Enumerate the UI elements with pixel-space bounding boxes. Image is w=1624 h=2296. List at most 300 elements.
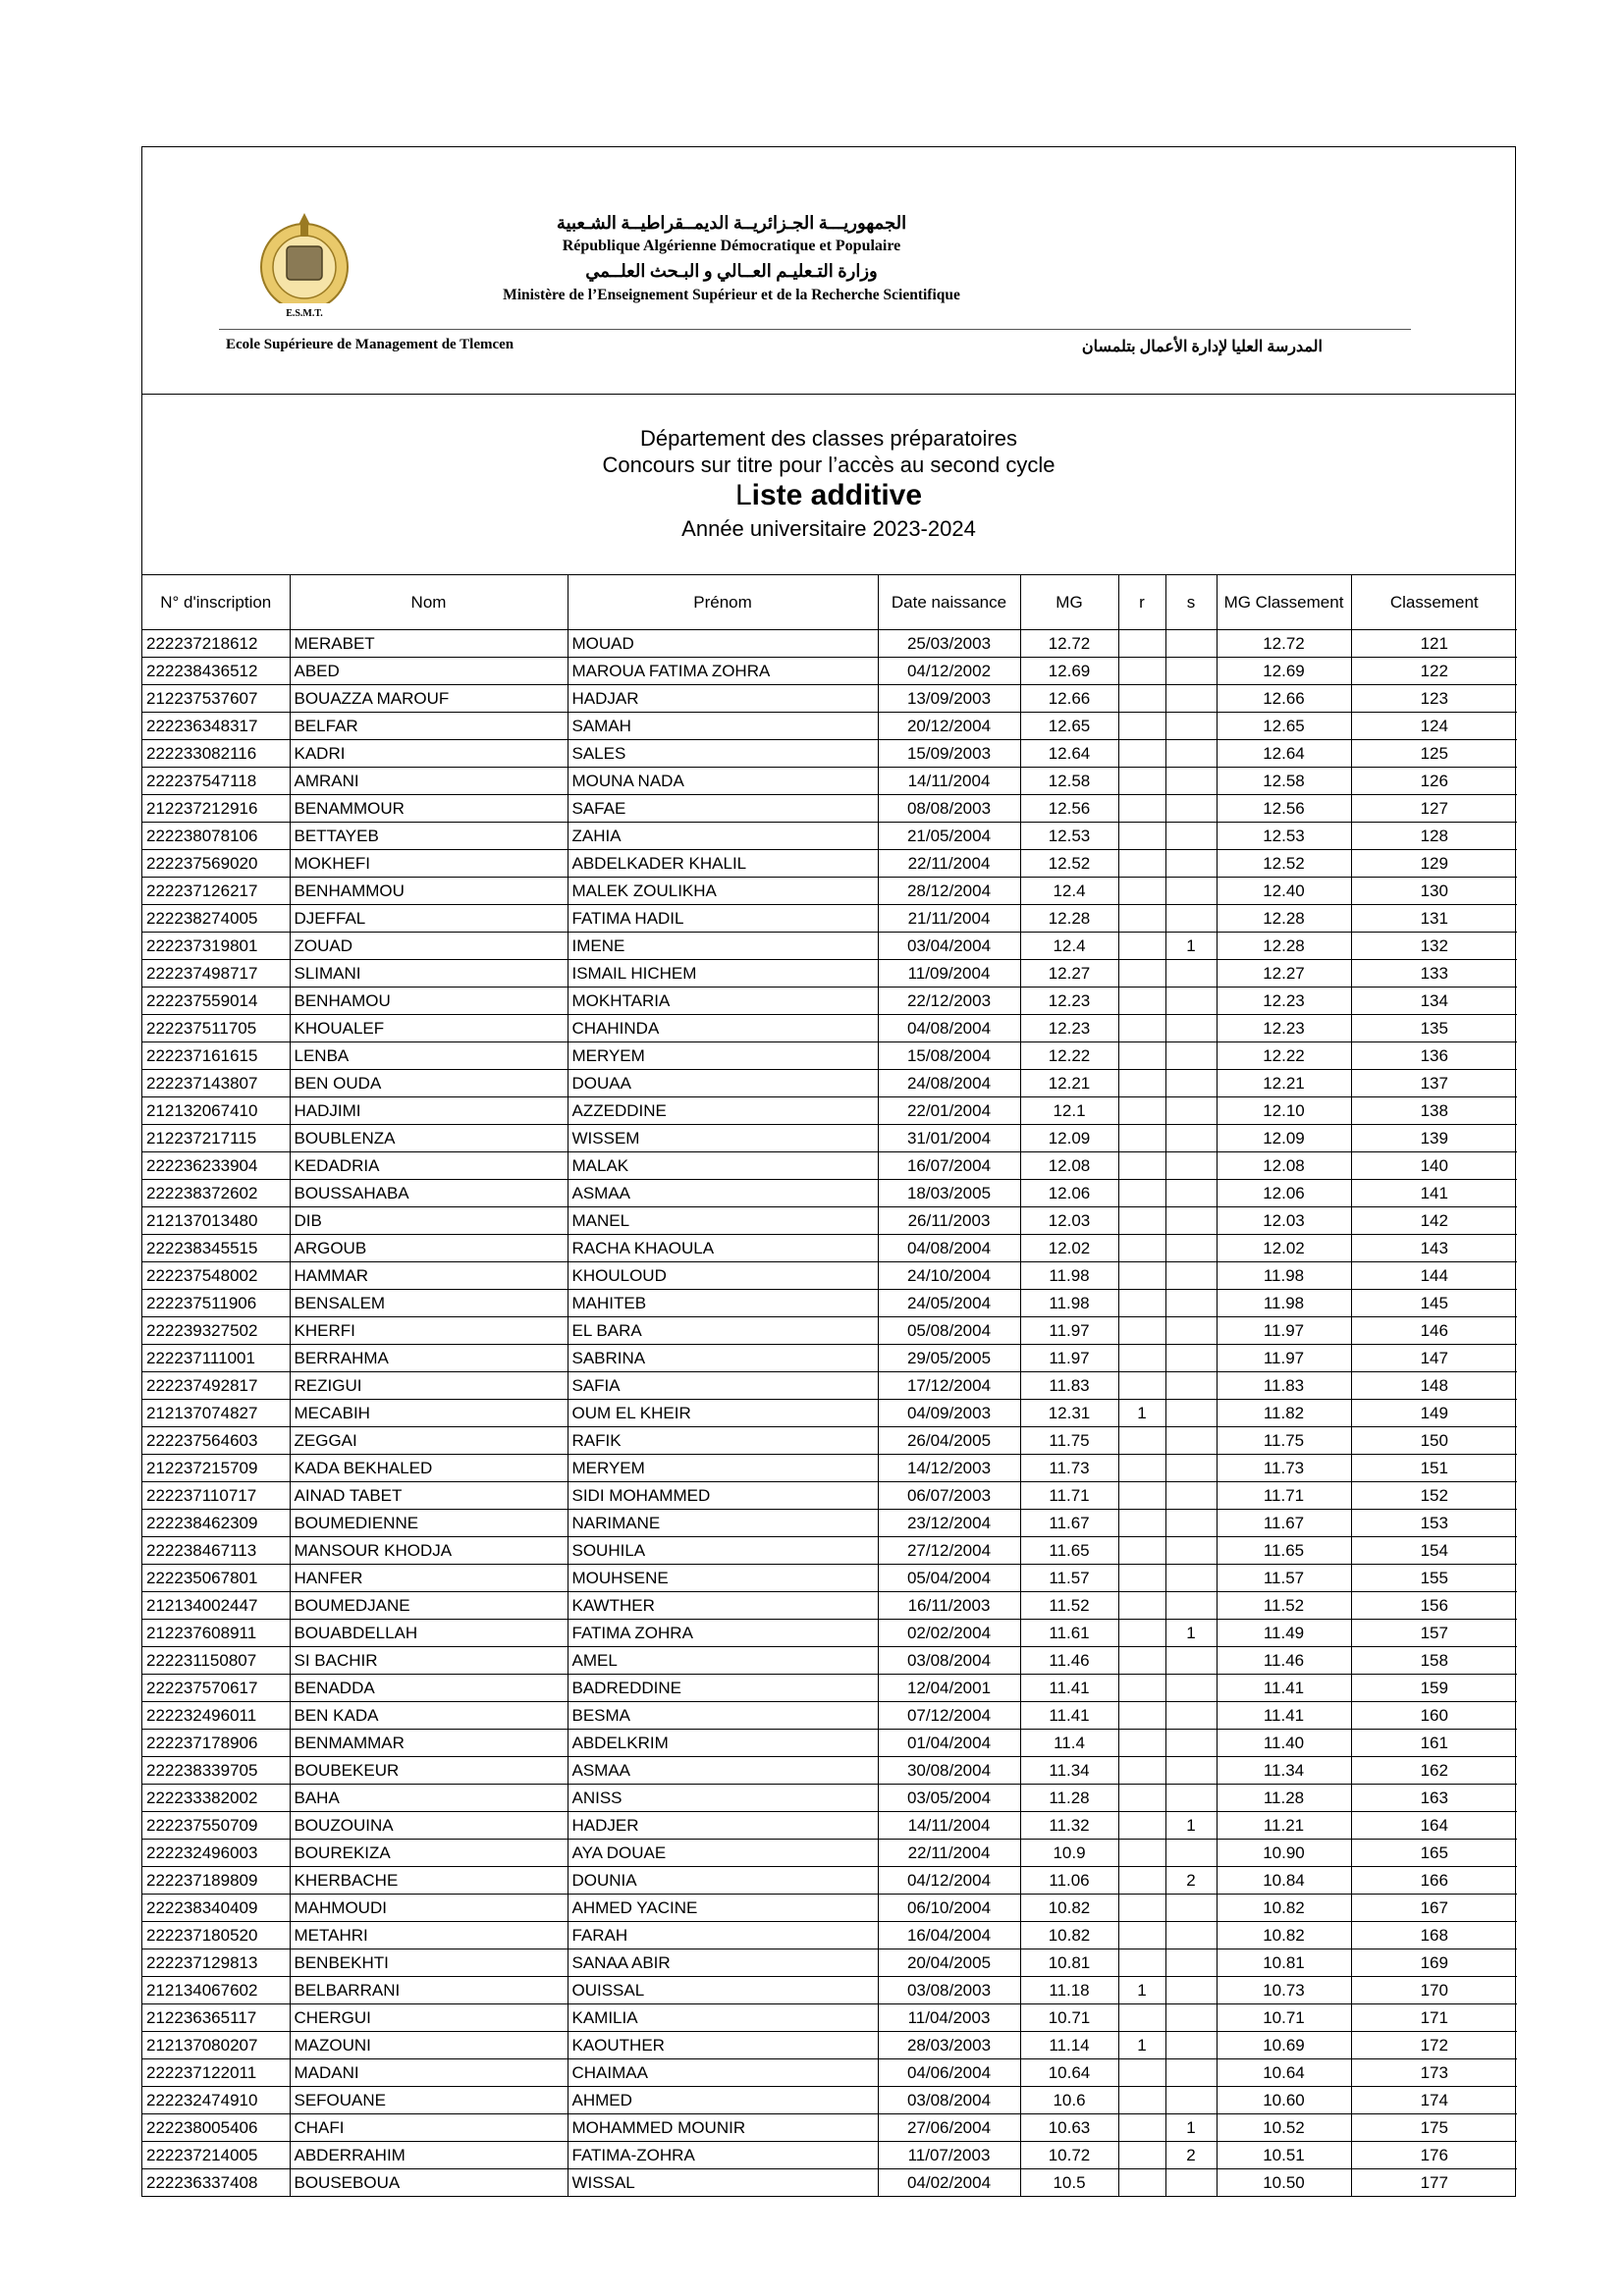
cell-prenom: WISSAL bbox=[568, 2169, 878, 2197]
table-row bbox=[142, 1015, 1517, 1042]
cell-nom: MAHMOUDI bbox=[290, 1895, 568, 1922]
cell-mg-classement: 12.58 bbox=[1217, 768, 1351, 795]
cell-mg: 10.64 bbox=[1020, 2059, 1118, 2087]
table-row bbox=[142, 1427, 1517, 1455]
cell-prenom: SANAA ABIR bbox=[568, 1949, 878, 1977]
cell-s bbox=[1165, 1125, 1217, 1152]
cell-classement: 156 bbox=[1351, 1592, 1517, 1620]
cell-prenom: KAWTHER bbox=[568, 1592, 878, 1620]
cell-classement: 122 bbox=[1351, 658, 1517, 685]
cell-nom: KHERFI bbox=[290, 1317, 568, 1345]
cell-mg: 12.31 bbox=[1020, 1400, 1118, 1427]
cell-mg-classement: 10.69 bbox=[1217, 2032, 1351, 2059]
cell-classement: 162 bbox=[1351, 1757, 1517, 1785]
cell-s bbox=[1165, 1949, 1217, 1977]
cell-s bbox=[1165, 1565, 1217, 1592]
cell-nom: BENHAMOU bbox=[290, 988, 568, 1015]
cell-r bbox=[1118, 2114, 1165, 2142]
cell-date: 20/12/2004 bbox=[878, 713, 1020, 740]
cell-date: 15/08/2004 bbox=[878, 1042, 1020, 1070]
cell-mg-classement: 12.64 bbox=[1217, 740, 1351, 768]
cell-s: 2 bbox=[1165, 1867, 1217, 1895]
table-row bbox=[142, 1207, 1517, 1235]
table-row bbox=[142, 1730, 1517, 1757]
cell-mg-classement: 11.34 bbox=[1217, 1757, 1351, 1785]
cell-inscription: 222237122011 bbox=[142, 2059, 290, 2087]
cell-prenom: ABDELKADER KHALIL bbox=[568, 850, 878, 878]
cell-r bbox=[1118, 1345, 1165, 1372]
cell-prenom: MALEK ZOULIKHA bbox=[568, 878, 878, 905]
cell-date: 05/04/2004 bbox=[878, 1565, 1020, 1592]
cell-prenom: SAFIA bbox=[568, 1372, 878, 1400]
cell-mg-classement: 12.27 bbox=[1217, 960, 1351, 988]
cell-nom: BEN KADA bbox=[290, 1702, 568, 1730]
cell-s bbox=[1165, 713, 1217, 740]
cell-mg-classement: 11.52 bbox=[1217, 1592, 1351, 1620]
table-row bbox=[142, 1317, 1517, 1345]
document-titles bbox=[142, 395, 1515, 575]
table-row bbox=[142, 795, 1517, 823]
cell-date: 24/08/2004 bbox=[878, 1070, 1020, 1097]
cell-mg-classement: 11.73 bbox=[1217, 1455, 1351, 1482]
cell-mg: 11.41 bbox=[1020, 1702, 1118, 1730]
cell-s bbox=[1165, 1592, 1217, 1620]
cell-classement: 142 bbox=[1351, 1207, 1517, 1235]
cell-date: 03/08/2004 bbox=[878, 2087, 1020, 2114]
table-row bbox=[142, 1949, 1517, 1977]
table-row bbox=[142, 1345, 1517, 1372]
cell-prenom: RACHA KHAOULA bbox=[568, 1235, 878, 1262]
cell-s bbox=[1165, 630, 1217, 658]
cell-mg-classement: 11.67 bbox=[1217, 1510, 1351, 1537]
cell-inscription: 222237511906 bbox=[142, 1290, 290, 1317]
cell-nom: CHERGUI bbox=[290, 2004, 568, 2032]
cell-mg-classement: 12.72 bbox=[1217, 630, 1351, 658]
table-row bbox=[142, 2169, 1517, 2197]
cell-r bbox=[1118, 2142, 1165, 2169]
cell-mg-classement: 12.06 bbox=[1217, 1180, 1351, 1207]
cell-inscription: 222238462309 bbox=[142, 1510, 290, 1537]
table-row bbox=[142, 1290, 1517, 1317]
cell-r bbox=[1118, 1317, 1165, 1345]
table-row bbox=[142, 1235, 1517, 1262]
cell-inscription: 222237218612 bbox=[142, 630, 290, 658]
cell-inscription: 222236337408 bbox=[142, 2169, 290, 2197]
cell-inscription: 212134067602 bbox=[142, 1977, 290, 2004]
cell-nom: MAZOUNI bbox=[290, 2032, 568, 2059]
cell-mg-classement: 11.75 bbox=[1217, 1427, 1351, 1455]
cell-nom: KADRI bbox=[290, 740, 568, 768]
cell-r bbox=[1118, 1785, 1165, 1812]
cell-r bbox=[1118, 658, 1165, 685]
table-row bbox=[142, 2142, 1517, 2169]
cell-mg: 11.65 bbox=[1020, 1537, 1118, 1565]
cell-inscription: 222232496003 bbox=[142, 1840, 290, 1867]
cell-inscription: 222237178906 bbox=[142, 1730, 290, 1757]
cell-r bbox=[1118, 1097, 1165, 1125]
cell-prenom: AHMED bbox=[568, 2087, 878, 2114]
cell-r bbox=[1118, 1372, 1165, 1400]
cell-r bbox=[1118, 1592, 1165, 1620]
cell-classement: 146 bbox=[1351, 1317, 1517, 1345]
cell-classement: 123 bbox=[1351, 685, 1517, 713]
cell-mg: 12.28 bbox=[1020, 905, 1118, 933]
cell-mg-classement: 12.03 bbox=[1217, 1207, 1351, 1235]
cell-prenom: ANISS bbox=[568, 1785, 878, 1812]
cell-r bbox=[1118, 850, 1165, 878]
cell-nom: BENAMMOUR bbox=[290, 795, 568, 823]
svg-text:E.S.M.T.: E.S.M.T. bbox=[286, 308, 323, 319]
french-republic-title: République Algérienne Démocratique et Populaire bbox=[562, 238, 901, 254]
cell-date: 07/12/2004 bbox=[878, 1702, 1020, 1730]
cell-nom: BOUSEBOUA bbox=[290, 2169, 568, 2197]
table-row bbox=[142, 1977, 1517, 2004]
cell-r bbox=[1118, 2004, 1165, 2032]
cell-date: 22/12/2003 bbox=[878, 988, 1020, 1015]
cell-s bbox=[1165, 768, 1217, 795]
cell-inscription: 222237110717 bbox=[142, 1482, 290, 1510]
cell-classement: 161 bbox=[1351, 1730, 1517, 1757]
cell-prenom: CHAHINDA bbox=[568, 1015, 878, 1042]
cell-s bbox=[1165, 740, 1217, 768]
arabic-republic-title: الجمهوريـــة الجـزائريــة الديمــقراطيــة الشـعبية bbox=[556, 213, 907, 233]
cell-r bbox=[1118, 1427, 1165, 1455]
cell-inscription: 212237217115 bbox=[142, 1125, 290, 1152]
cell-mg: 12.1 bbox=[1020, 1097, 1118, 1125]
cell-date: 28/03/2003 bbox=[878, 2032, 1020, 2059]
cell-classement: 143 bbox=[1351, 1235, 1517, 1262]
cell-nom: MOKHEFI bbox=[290, 850, 568, 878]
cell-date: 16/07/2004 bbox=[878, 1152, 1020, 1180]
cell-r bbox=[1118, 2059, 1165, 2087]
document-frame bbox=[141, 146, 1516, 2197]
cell-classement: 175 bbox=[1351, 2114, 1517, 2142]
cell-mg: 10.6 bbox=[1020, 2087, 1118, 2114]
cell-mg: 12.58 bbox=[1020, 768, 1118, 795]
concours-title: Concours sur titre pour l’accès au second cycle bbox=[602, 453, 1056, 477]
cell-inscription: 222238274005 bbox=[142, 905, 290, 933]
cell-mg: 12.72 bbox=[1020, 630, 1118, 658]
cell-mg: 11.28 bbox=[1020, 1785, 1118, 1812]
cell-mg-classement: 10.60 bbox=[1217, 2087, 1351, 2114]
cell-prenom: MERYEM bbox=[568, 1042, 878, 1070]
cell-s bbox=[1165, 2169, 1217, 2197]
cell-date: 21/11/2004 bbox=[878, 905, 1020, 933]
cell-inscription: 222237492817 bbox=[142, 1372, 290, 1400]
cell-r bbox=[1118, 1537, 1165, 1565]
cell-s bbox=[1165, 1730, 1217, 1757]
cell-mg: 11.98 bbox=[1020, 1262, 1118, 1290]
cell-s bbox=[1165, 1455, 1217, 1482]
cell-prenom: FATIMA-ZOHRA bbox=[568, 2142, 878, 2169]
cell-classement: 177 bbox=[1351, 2169, 1517, 2197]
french-ministry-title: Ministère de l’Enseignement Supérieur et de la Recherche Scientifique bbox=[503, 287, 960, 303]
cell-nom: HADJIMI bbox=[290, 1097, 568, 1125]
cell-prenom: CHAIMAA bbox=[568, 2059, 878, 2087]
cell-date: 04/09/2003 bbox=[878, 1400, 1020, 1427]
cell-date: 17/12/2004 bbox=[878, 1372, 1020, 1400]
cell-inscription: 222237498717 bbox=[142, 960, 290, 988]
cell-s bbox=[1165, 905, 1217, 933]
cell-r bbox=[1118, 1840, 1165, 1867]
cell-inscription: 222237126217 bbox=[142, 878, 290, 905]
cell-classement: 171 bbox=[1351, 2004, 1517, 2032]
cell-nom: DIB bbox=[290, 1207, 568, 1235]
cell-inscription: 212237212916 bbox=[142, 795, 290, 823]
cell-s bbox=[1165, 1070, 1217, 1097]
cell-r bbox=[1118, 1015, 1165, 1042]
table-row bbox=[142, 2087, 1517, 2114]
cell-s bbox=[1165, 1290, 1217, 1317]
cell-date: 03/08/2004 bbox=[878, 1647, 1020, 1675]
cell-nom: LENBA bbox=[290, 1042, 568, 1070]
cell-mg: 11.18 bbox=[1020, 1977, 1118, 2004]
col-s: s bbox=[1165, 575, 1217, 630]
cell-prenom: ISMAIL HICHEM bbox=[568, 960, 878, 988]
table-row bbox=[142, 740, 1517, 768]
cell-r bbox=[1118, 2087, 1165, 2114]
cell-date: 26/11/2003 bbox=[878, 1207, 1020, 1235]
cell-inscription: 222235067801 bbox=[142, 1565, 290, 1592]
letterhead bbox=[142, 147, 1515, 395]
cell-mg-classement: 12.21 bbox=[1217, 1070, 1351, 1097]
cell-inscription: 222238005406 bbox=[142, 2114, 290, 2142]
cell-mg: 12.23 bbox=[1020, 988, 1118, 1015]
cell-prenom: FARAH bbox=[568, 1922, 878, 1949]
cell-prenom: OUISSAL bbox=[568, 1977, 878, 2004]
table-row bbox=[142, 658, 1517, 685]
cell-s bbox=[1165, 658, 1217, 685]
cell-inscription: 212132067410 bbox=[142, 1097, 290, 1125]
cell-s bbox=[1165, 795, 1217, 823]
cell-inscription: 222237564603 bbox=[142, 1427, 290, 1455]
cell-nom: SI BACHIR bbox=[290, 1647, 568, 1675]
cell-date: 04/12/2004 bbox=[878, 1867, 1020, 1895]
cell-r: 1 bbox=[1118, 2032, 1165, 2059]
cell-mg-classement: 11.98 bbox=[1217, 1290, 1351, 1317]
cell-mg: 11.34 bbox=[1020, 1757, 1118, 1785]
table-row bbox=[142, 905, 1517, 933]
cell-mg-classement: 10.84 bbox=[1217, 1867, 1351, 1895]
cell-prenom: OUM EL KHEIR bbox=[568, 1400, 878, 1427]
cell-inscription: 222237180520 bbox=[142, 1922, 290, 1949]
cell-r bbox=[1118, 1812, 1165, 1840]
cell-s bbox=[1165, 1400, 1217, 1427]
cell-classement: 172 bbox=[1351, 2032, 1517, 2059]
cell-r bbox=[1118, 1675, 1165, 1702]
cell-inscription: 212137080207 bbox=[142, 2032, 290, 2059]
cell-nom: BETTAYEB bbox=[290, 823, 568, 850]
cell-classement: 135 bbox=[1351, 1015, 1517, 1042]
cell-mg-classement: 11.97 bbox=[1217, 1317, 1351, 1345]
cell-nom: BEN OUDA bbox=[290, 1070, 568, 1097]
cell-classement: 157 bbox=[1351, 1620, 1517, 1647]
cell-s bbox=[1165, 1317, 1217, 1345]
cell-mg: 12.21 bbox=[1020, 1070, 1118, 1097]
cell-inscription: 222233082116 bbox=[142, 740, 290, 768]
cell-inscription: 222237111001 bbox=[142, 1345, 290, 1372]
cell-r bbox=[1118, 905, 1165, 933]
cell-mg-classement: 11.98 bbox=[1217, 1262, 1351, 1290]
cell-date: 06/07/2003 bbox=[878, 1482, 1020, 1510]
cell-nom: HAMMAR bbox=[290, 1262, 568, 1290]
cell-mg-classement: 12.69 bbox=[1217, 658, 1351, 685]
cell-mg: 11.67 bbox=[1020, 1510, 1118, 1537]
cell-date: 04/06/2004 bbox=[878, 2059, 1020, 2087]
table-row bbox=[142, 878, 1517, 905]
cell-prenom: NARIMANE bbox=[568, 1510, 878, 1537]
cell-nom: ZEGGAI bbox=[290, 1427, 568, 1455]
cell-mg-classement: 11.41 bbox=[1217, 1675, 1351, 1702]
cell-classement: 163 bbox=[1351, 1785, 1517, 1812]
table-row bbox=[142, 1840, 1517, 1867]
cell-date: 04/02/2004 bbox=[878, 2169, 1020, 2197]
cell-nom: AINAD TABET bbox=[290, 1482, 568, 1510]
cell-inscription: 222236233904 bbox=[142, 1152, 290, 1180]
cell-mg: 12.06 bbox=[1020, 1180, 1118, 1207]
table-row bbox=[142, 1537, 1517, 1565]
cell-classement: 167 bbox=[1351, 1895, 1517, 1922]
cell-classement: 121 bbox=[1351, 630, 1517, 658]
arabic-ministry-title: وزارة التـعليـم العــالي و البـحث العلــمي bbox=[585, 261, 878, 281]
cell-nom: HANFER bbox=[290, 1565, 568, 1592]
cell-date: 03/04/2004 bbox=[878, 933, 1020, 960]
table-row bbox=[142, 768, 1517, 795]
cell-classement: 147 bbox=[1351, 1345, 1517, 1372]
cell-mg: 12.64 bbox=[1020, 740, 1118, 768]
cell-nom: BAHA bbox=[290, 1785, 568, 1812]
cell-s bbox=[1165, 1785, 1217, 1812]
cell-mg: 12.65 bbox=[1020, 713, 1118, 740]
cell-mg-classement: 12.28 bbox=[1217, 933, 1351, 960]
cell-classement: 131 bbox=[1351, 905, 1517, 933]
cell-mg-classement: 11.28 bbox=[1217, 1785, 1351, 1812]
cell-s bbox=[1165, 1675, 1217, 1702]
cell-r: 1 bbox=[1118, 1400, 1165, 1427]
cell-inscription: 222237570617 bbox=[142, 1675, 290, 1702]
cell-prenom: MOUAD bbox=[568, 630, 878, 658]
cell-date: 26/04/2005 bbox=[878, 1427, 1020, 1455]
cell-s bbox=[1165, 1427, 1217, 1455]
cell-date: 14/12/2003 bbox=[878, 1455, 1020, 1482]
academic-year: Année universitaire 2023-2024 bbox=[681, 516, 976, 541]
cell-mg-classement: 12.66 bbox=[1217, 685, 1351, 713]
cell-r bbox=[1118, 1290, 1165, 1317]
cell-date: 22/01/2004 bbox=[878, 1097, 1020, 1125]
cell-r bbox=[1118, 768, 1165, 795]
liste-title bbox=[142, 479, 1515, 512]
results-table bbox=[142, 575, 1517, 2196]
cell-s bbox=[1165, 1207, 1217, 1235]
cell-nom: MECABIH bbox=[290, 1400, 568, 1427]
cell-classement: 138 bbox=[1351, 1097, 1517, 1125]
cell-nom: MANSOUR KHODJA bbox=[290, 1537, 568, 1565]
cell-inscription: 222237550709 bbox=[142, 1812, 290, 1840]
table-row bbox=[142, 1455, 1517, 1482]
table-row bbox=[142, 1895, 1517, 1922]
cell-s bbox=[1165, 988, 1217, 1015]
cell-mg: 11.46 bbox=[1020, 1647, 1118, 1675]
cell-nom: BOUABDELLAH bbox=[290, 1620, 568, 1647]
cell-date: 24/05/2004 bbox=[878, 1290, 1020, 1317]
cell-date: 16/11/2003 bbox=[878, 1592, 1020, 1620]
cell-prenom: ZAHIA bbox=[568, 823, 878, 850]
cell-classement: 169 bbox=[1351, 1949, 1517, 1977]
cell-r bbox=[1118, 1207, 1165, 1235]
table-row bbox=[142, 1372, 1517, 1400]
cell-classement: 173 bbox=[1351, 2059, 1517, 2087]
cell-r bbox=[1118, 1620, 1165, 1647]
cell-s bbox=[1165, 823, 1217, 850]
cell-mg-classement: 12.53 bbox=[1217, 823, 1351, 850]
cell-r bbox=[1118, 1757, 1165, 1785]
cell-date: 03/05/2004 bbox=[878, 1785, 1020, 1812]
col-date-naissance: Date naissance bbox=[878, 575, 1020, 630]
cell-inscription: 222232496011 bbox=[142, 1702, 290, 1730]
cell-prenom: SABRINA bbox=[568, 1345, 878, 1372]
cell-s bbox=[1165, 1510, 1217, 1537]
cell-inscription: 222237319801 bbox=[142, 933, 290, 960]
cell-inscription: 212134002447 bbox=[142, 1592, 290, 1620]
cell-inscription: 222237559014 bbox=[142, 988, 290, 1015]
cell-mg-classement: 12.56 bbox=[1217, 795, 1351, 823]
cell-mg: 10.71 bbox=[1020, 2004, 1118, 2032]
table-row bbox=[142, 1647, 1517, 1675]
cell-nom: KHERBACHE bbox=[290, 1867, 568, 1895]
cell-classement: 150 bbox=[1351, 1427, 1517, 1455]
cell-mg: 12.56 bbox=[1020, 795, 1118, 823]
table-header-row bbox=[142, 575, 1517, 630]
cell-nom: BOUMEDJANE bbox=[290, 1592, 568, 1620]
cell-r bbox=[1118, 740, 1165, 768]
cell-date: 22/11/2004 bbox=[878, 1840, 1020, 1867]
cell-mg-classement: 12.08 bbox=[1217, 1152, 1351, 1180]
cell-mg: 12.09 bbox=[1020, 1125, 1118, 1152]
cell-nom: BENSALEM bbox=[290, 1290, 568, 1317]
col-nom: Nom bbox=[290, 575, 568, 630]
cell-prenom: MOKHTARIA bbox=[568, 988, 878, 1015]
table-row bbox=[142, 988, 1517, 1015]
cell-s bbox=[1165, 1757, 1217, 1785]
cell-s bbox=[1165, 850, 1217, 878]
cell-r bbox=[1118, 1180, 1165, 1207]
cell-nom: BOUMEDIENNE bbox=[290, 1510, 568, 1537]
cell-s: 2 bbox=[1165, 2142, 1217, 2169]
cell-nom: ABED bbox=[290, 658, 568, 685]
cell-r bbox=[1118, 1235, 1165, 1262]
cell-date: 11/04/2003 bbox=[878, 2004, 1020, 2032]
cell-nom: CHAFI bbox=[290, 2114, 568, 2142]
table-row bbox=[142, 1785, 1517, 1812]
cell-mg: 12.08 bbox=[1020, 1152, 1118, 1180]
cell-r bbox=[1118, 1482, 1165, 1510]
cell-date: 13/09/2003 bbox=[878, 685, 1020, 713]
cell-s bbox=[1165, 2087, 1217, 2114]
cell-nom: REZIGUI bbox=[290, 1372, 568, 1400]
cell-prenom: SAFAE bbox=[568, 795, 878, 823]
cell-mg-classement: 10.73 bbox=[1217, 1977, 1351, 2004]
cell-classement: 164 bbox=[1351, 1812, 1517, 1840]
school-name-ar: المدرسة العليا لإدارة الأعمال بتلمسان bbox=[1081, 339, 1323, 355]
cell-date: 11/09/2004 bbox=[878, 960, 1020, 988]
cell-r bbox=[1118, 878, 1165, 905]
cell-prenom: MAROUA FATIMA ZOHRA bbox=[568, 658, 878, 685]
cell-nom: KHOUALEF bbox=[290, 1015, 568, 1042]
cell-date: 23/12/2004 bbox=[878, 1510, 1020, 1537]
cell-prenom: HADJAR bbox=[568, 685, 878, 713]
cell-mg: 11.75 bbox=[1020, 1427, 1118, 1455]
cell-s bbox=[1165, 1345, 1217, 1372]
